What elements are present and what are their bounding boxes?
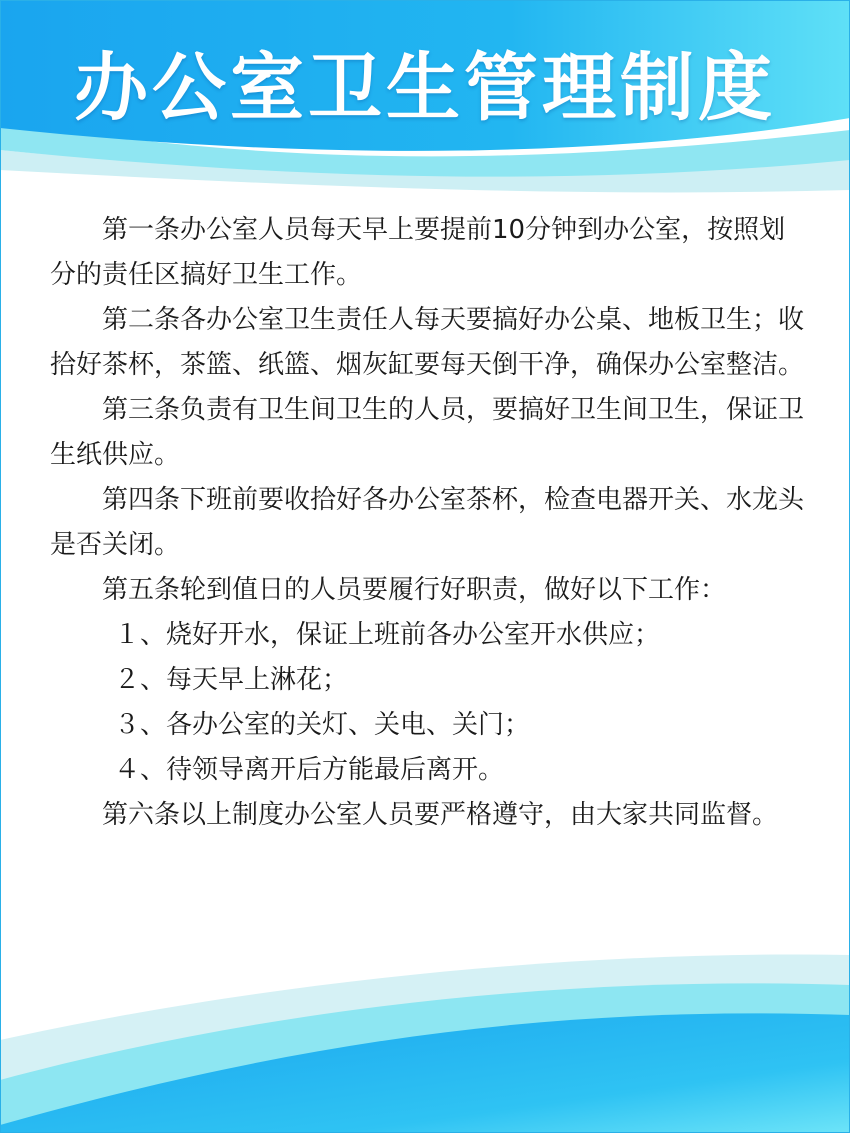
article-4: 第四条下班前要收拾好各办公室茶杯，检查电器开关、水龙头是否关闭。 (50, 485, 805, 560)
duty-item-4: ４、待领导离开后方能最后离开。 (114, 755, 505, 785)
duty-item-2: ２、每天早上淋花； (114, 665, 349, 695)
article-5: 第五条轮到值日的人员要履行好职责，做好以下工作： (102, 575, 727, 605)
duty-item-3: ３、各办公室的关灯、关电、关门； (114, 710, 531, 740)
article-1: 第一条办公室人员每天早上要提前10分钟到办公室，按照划分的责任区搞好卫生工作。 (50, 215, 786, 290)
article-6: 第六条以上制度办公室人员要严格遵守，由大家共同监督。 (102, 800, 779, 830)
article-2: 第二条各办公室卫生责任人每天要搞好办公桌、地板卫生；收拾好茶杯，茶篮、纸篮、烟灰缸要每天倒干净，确保办公室整洁。 (50, 305, 805, 380)
duty-item-1: １、烧好开水，保证上班前各办公室开水供应； (114, 620, 661, 650)
article-3: 第三条负责有卫生间卫生的人员，要搞好卫生间卫生，保证卫生纸供应。 (50, 395, 805, 470)
page-title: 办公室卫生管理制度 (74, 45, 776, 131)
regulation-body (50, 208, 810, 838)
